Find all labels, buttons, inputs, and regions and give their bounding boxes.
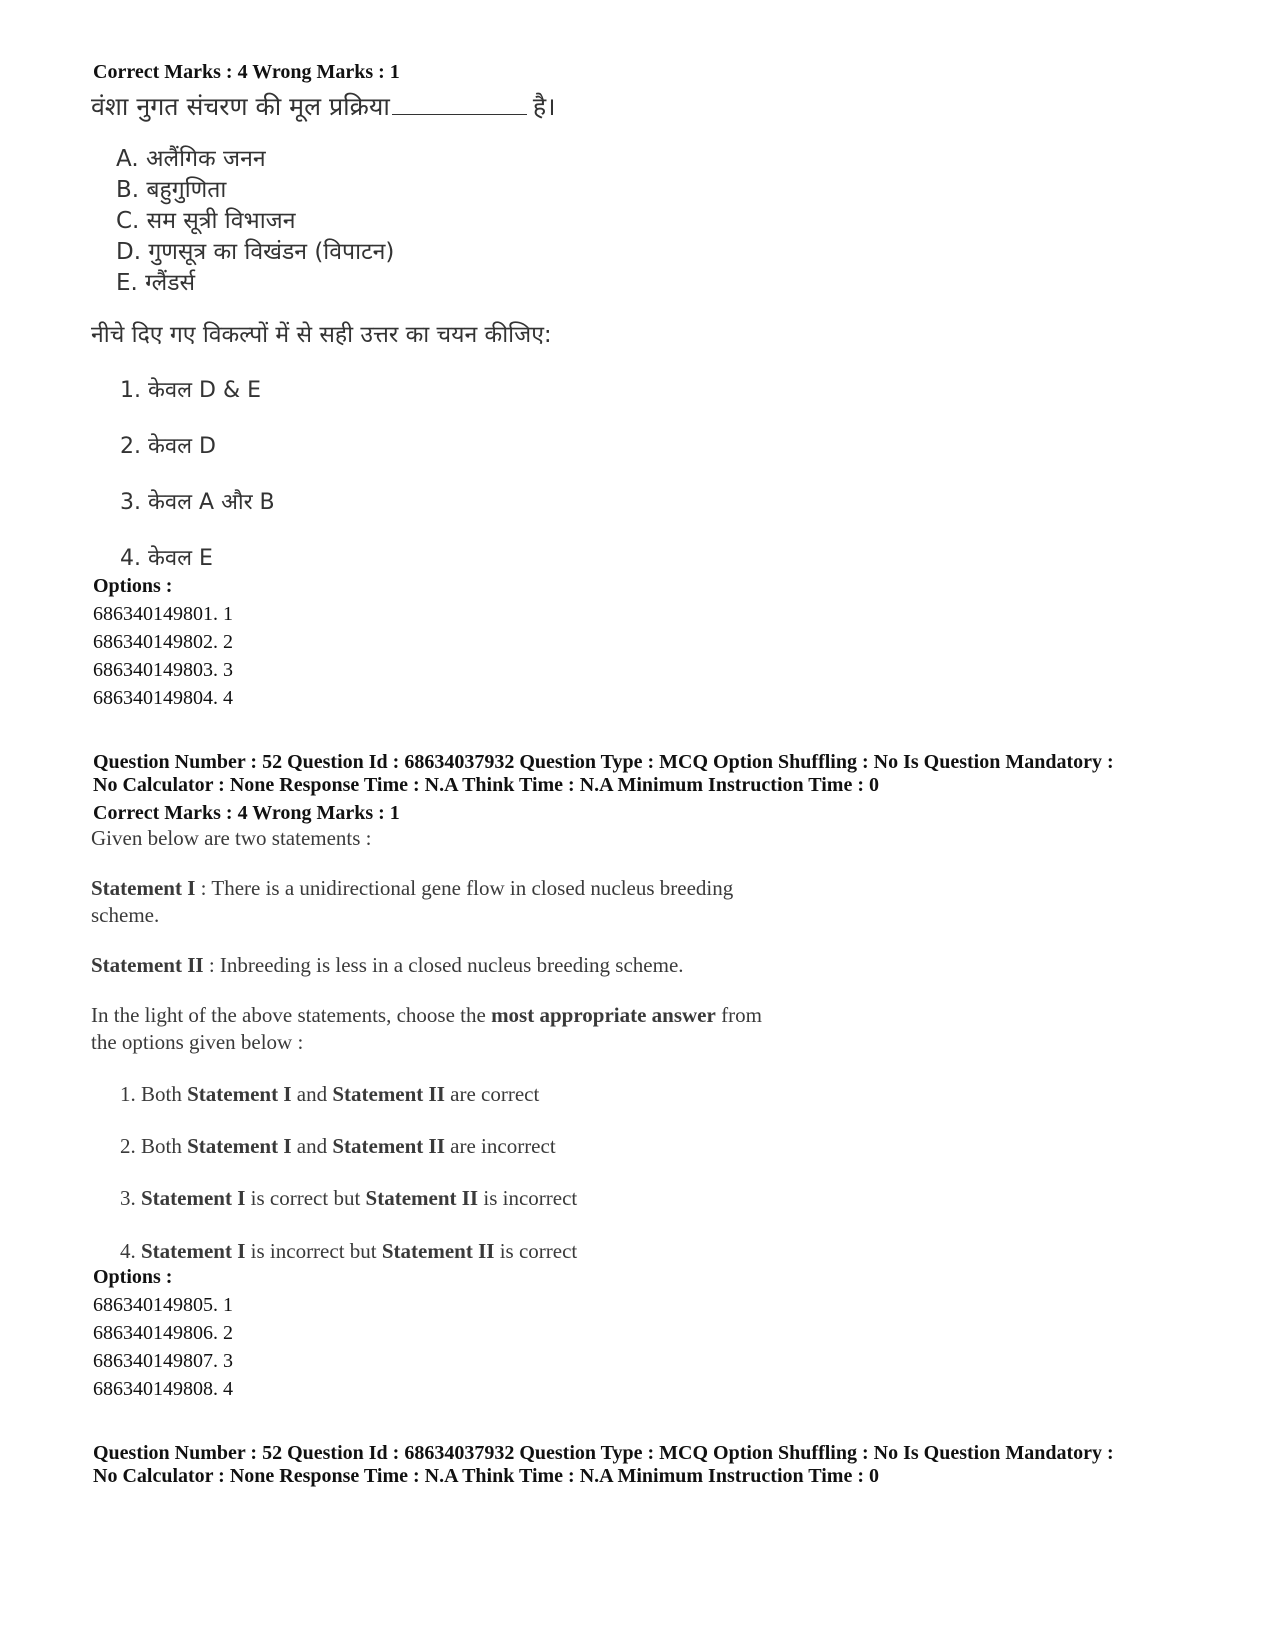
q52-statement-2 [91,951,684,979]
q52-statement-1-cont: scheme. [91,903,160,927]
q52-light-bold: most appropriate answer [491,1003,716,1027]
q52-choice-1-a: Statement I [187,1082,292,1106]
q52-choice-3-b: Statement II [365,1186,479,1210]
q52-choice-4-b: Statement II [381,1239,495,1263]
q52-choice-4-num: 4. [120,1239,141,1263]
q52-choice-4 [120,1237,577,1265]
q52-choice-3-a: Statement I [141,1186,246,1210]
q52-choice-4-end: is correct [494,1239,578,1263]
q51-item-c: C. सम सूत्री विभाजन [116,208,296,234]
q52-header-line2: No Calculator : None Response Time : N.A Think Time : N.A Minimum Instruction Time : 0 [93,774,879,796]
q51-item-a: A. अलैंगिक जनन [116,146,266,172]
q51-question [91,92,556,122]
q52-choice-3 [120,1184,577,1212]
q51-options-label: Options : [93,575,173,597]
q51-question-text: वंशा नुगत संचरण की मूल प्रक्रिया [91,92,390,121]
q52-choice-3-num: 3. [120,1186,141,1210]
q51-choice-3: 3. केवल A और B [120,490,275,515]
q52-option-2: 686340149806. 2 [93,1322,233,1344]
q52-option-4: 686340149808. 4 [93,1378,233,1400]
q51-choice-4: 4. केवल E [120,546,213,571]
q51-item-e: E. ग्लैंडर्स [116,270,196,296]
q51-item-list [116,144,394,299]
q52-choice-1-mid: and [291,1082,333,1106]
q51-option-3: 686340149803. 3 [93,659,233,681]
q52-marks: Correct Marks : 4 Wrong Marks : 1 [93,802,400,824]
q52-statement-1 [91,874,733,902]
q52-choice-1-end: are correct [444,1082,540,1106]
q52-option-3: 686340149807. 3 [93,1350,233,1372]
q52-choice-1-num: 1. Both [120,1082,188,1106]
q51-blank [392,92,527,115]
q52-choice-4-a: Statement I [141,1239,246,1263]
q52-choice-1-b: Statement II [332,1082,445,1106]
q51-item-b: B. बहुगुणिता [116,177,227,203]
q51-option-4: 686340149804. 4 [93,687,233,709]
q51-option-2: 686340149802. 2 [93,631,233,653]
q52-light-line2: the options given below : [91,1030,304,1054]
q52-statement-2-label: Statement II [91,953,204,977]
q52-light-post: from [715,1003,762,1027]
q52-light-pre: In the light of the above statements, choose the [91,1003,492,1027]
q52-choice-4-mid: is incorrect but [245,1239,382,1263]
q52-header-line1: Question Number : 52 Question Id : 68634037932 Question Type : MCQ Option Shuffling : No Is Question Mandatory : [93,751,1114,773]
q52-choice-2 [120,1132,556,1160]
q51-instruction: नीचे दिए गए विकल्पों में से सही उत्तर का चयन कीजिए: [91,322,552,348]
q53-header-line2: No Calculator : None Response Time : N.A Think Time : N.A Minimum Instruction Time : 0 [93,1465,879,1487]
q52-statement-1-label: Statement I [91,876,196,900]
q51-choice-2: 2. केवल D [120,434,216,459]
q51-option-1: 686340149801. 1 [93,603,233,625]
q52-choice-2-b: Statement II [332,1134,445,1158]
q52-intro: Given below are two statements : [91,826,372,850]
q52-option-1: 686340149805. 1 [93,1294,233,1316]
q52-choice-2-mid: and [291,1134,333,1158]
q52-options-label: Options : [93,1266,173,1288]
q52-choice-2-num: 2. Both [120,1134,188,1158]
q51-item-d: D. गुणसूत्र का विखंडन (विपाटन) [116,239,395,265]
q51-marks: Correct Marks : 4 Wrong Marks : 1 [93,61,400,83]
q52-statement-1-text: : There is a unidirectional gene flow in closed nucleus breeding [195,876,734,900]
q51-choice-1: 1. केवल D & E [120,378,262,403]
q52-choice-1 [120,1080,539,1108]
q53-header-line1: Question Number : 52 Question Id : 68634037932 Question Type : MCQ Option Shuffling : No Is Question Mandatory : [93,1442,1114,1464]
q52-choice-2-a: Statement I [187,1134,292,1158]
q51-question-end: है। [532,92,556,121]
q52-choice-3-end: is incorrect [478,1186,578,1210]
q52-choice-2-end: are incorrect [444,1134,556,1158]
q52-light-line1 [91,1001,762,1029]
q52-statement-2-text: : Inbreeding is less in a closed nucleus breeding scheme. [203,953,684,977]
q52-choice-3-mid: is correct but [245,1186,366,1210]
